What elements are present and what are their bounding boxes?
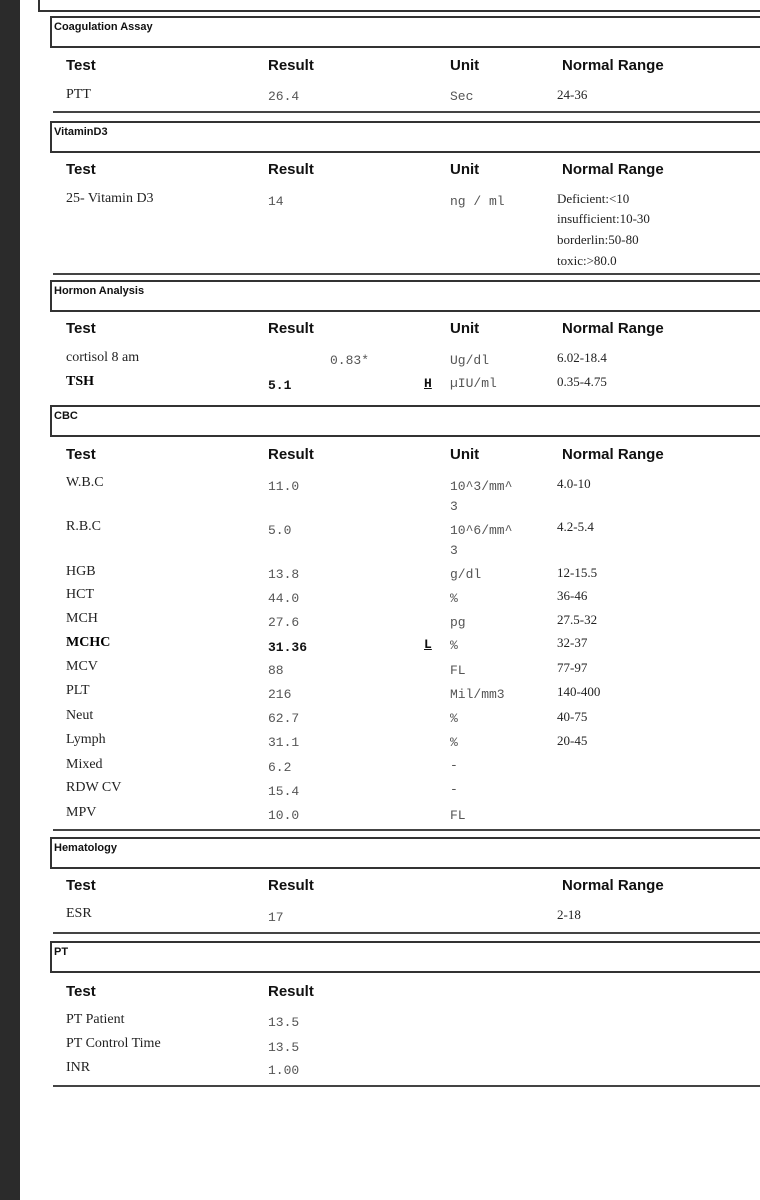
col-test: Test [66, 877, 96, 894]
test-name: MCV [66, 659, 98, 674]
col-range: Normal Range [562, 446, 664, 463]
test-result: 6.2 [268, 760, 292, 775]
test-result: 5.0 [268, 523, 292, 538]
test-unit: - [450, 758, 458, 773]
section-rule [53, 932, 760, 934]
col-result: Result [268, 446, 314, 463]
test-range: 2-18 [557, 907, 581, 922]
section-coagulation-assay: Coagulation Assay [50, 16, 760, 48]
col-result: Result [268, 320, 314, 337]
col-result: Result [268, 57, 314, 74]
test-unit: FL [450, 808, 466, 823]
section-hormon-analysis: Hormon Analysis [50, 280, 760, 312]
col-test: Test [66, 320, 96, 337]
test-result: 27.6 [268, 615, 300, 630]
test-unit: % [450, 735, 458, 750]
col-range: Normal Range [562, 877, 664, 894]
test-result: 26.4 [268, 89, 300, 104]
test-result: 17 [268, 910, 284, 925]
test-result: 5.1 [268, 378, 292, 393]
test-name: INR [66, 1060, 91, 1075]
col-unit: Unit [450, 161, 480, 178]
test-name: PTT [66, 87, 91, 102]
test-result: 88 [268, 663, 284, 678]
test-result: 13.8 [268, 567, 300, 582]
col-unit: Unit [450, 446, 480, 463]
test-unit: ng / ml [450, 194, 505, 209]
col-test: Test [66, 161, 96, 178]
test-range: 27.5-32 [557, 612, 598, 627]
test-name: R.B.C [66, 519, 102, 534]
test-name: PT Patient [66, 1012, 125, 1027]
test-result: 13.5 [268, 1040, 300, 1055]
test-name: PLT [66, 683, 90, 698]
test-result: 31.1 [268, 735, 300, 750]
section-pt: PT [50, 941, 760, 973]
test-result: 15.4 [268, 784, 300, 799]
test-unit: % [450, 591, 458, 606]
col-test: Test [66, 446, 96, 463]
col-range: Normal Range [562, 320, 664, 337]
test-unit: - [450, 782, 458, 797]
test-unit: Mil/mm3 [450, 687, 505, 702]
range-insufficient: insufficient:10-30 [557, 211, 650, 226]
test-range: 12-15.5 [557, 565, 598, 580]
range-toxic: toxic:>80.0 [557, 253, 617, 268]
test-unit: % [450, 638, 458, 653]
section-rule [53, 273, 760, 275]
test-range: 32-37 [557, 635, 588, 650]
test-unit: % [450, 711, 458, 726]
test-range: 40-75 [557, 709, 588, 724]
test-result: 10.0 [268, 808, 300, 823]
test-range: 140-400 [557, 684, 601, 699]
test-range: 4.2-5.4 [557, 519, 594, 534]
col-range: Normal Range [562, 161, 664, 178]
test-result: 14 [268, 194, 284, 209]
section-vitamind3: VitaminD3 [50, 121, 760, 153]
test-range: 20-45 [557, 733, 588, 748]
high-flag: H [424, 376, 432, 391]
col-test: Test [66, 983, 96, 1000]
test-range: 24-36 [557, 87, 588, 102]
test-result: 11.0 [268, 479, 300, 494]
test-unit: 10^3/mm^ [450, 479, 513, 494]
test-unit: FL [450, 663, 466, 678]
section-rule [53, 111, 760, 113]
test-name: MCH [66, 611, 98, 626]
left-edge-bar [0, 0, 20, 1200]
test-unit: g/dl [450, 567, 482, 582]
test-range: 0.35-4.75 [557, 374, 607, 389]
low-flag: L [424, 637, 432, 652]
test-range: 77-97 [557, 660, 588, 675]
section-cbc: CBC [50, 405, 760, 437]
test-unit-wrap: 3 [450, 499, 458, 514]
test-result: 31.36 [268, 640, 308, 655]
top-box [38, 0, 760, 12]
test-name: RDW CV [66, 780, 122, 795]
test-unit-wrap: 3 [450, 543, 458, 558]
test-name: PT Control Time [66, 1036, 161, 1051]
test-name: W.B.C [66, 475, 104, 490]
test-range: 36-46 [557, 588, 588, 603]
test-name: HCT [66, 587, 94, 602]
test-name: HGB [66, 564, 96, 579]
test-unit: µIU/ml [450, 376, 497, 391]
col-test: Test [66, 57, 96, 74]
section-rule [53, 829, 760, 831]
test-result: 44.0 [268, 591, 300, 606]
test-result: 13.5 [268, 1015, 300, 1030]
test-unit: Sec [450, 89, 474, 104]
test-result: 1.00 [268, 1063, 300, 1078]
col-result: Result [268, 161, 314, 178]
col-result: Result [268, 877, 314, 894]
col-unit: Unit [450, 320, 480, 337]
test-result: 62.7 [268, 711, 300, 726]
test-name: MCHC [66, 635, 111, 650]
col-range: Normal Range [562, 57, 664, 74]
range-deficient: Deficient:<10 [557, 191, 630, 206]
col-unit: Unit [450, 57, 480, 74]
test-name: Lymph [66, 732, 106, 747]
test-unit: 10^6/mm^ [450, 523, 513, 538]
test-unit: pg [450, 615, 466, 630]
col-result: Result [268, 983, 314, 1000]
test-name: TSH [66, 374, 95, 389]
section-hematology: Hematology [50, 837, 760, 869]
test-range: 6.02-18.4 [557, 350, 607, 365]
section-rule [53, 1085, 760, 1087]
test-result: 216 [268, 687, 292, 702]
test-name: ESR [66, 906, 92, 921]
test-name: cortisol 8 am [66, 350, 140, 365]
test-name: MPV [66, 805, 97, 820]
test-unit: Ug/dl [450, 353, 490, 368]
test-range: 4.0-10 [557, 476, 591, 491]
test-name: Mixed [66, 757, 103, 772]
test-name: 25- Vitamin D3 [66, 191, 154, 206]
range-borderline: borderlin:50-80 [557, 232, 639, 247]
test-name: Neut [66, 708, 94, 723]
test-result: 0.83* [330, 353, 370, 368]
